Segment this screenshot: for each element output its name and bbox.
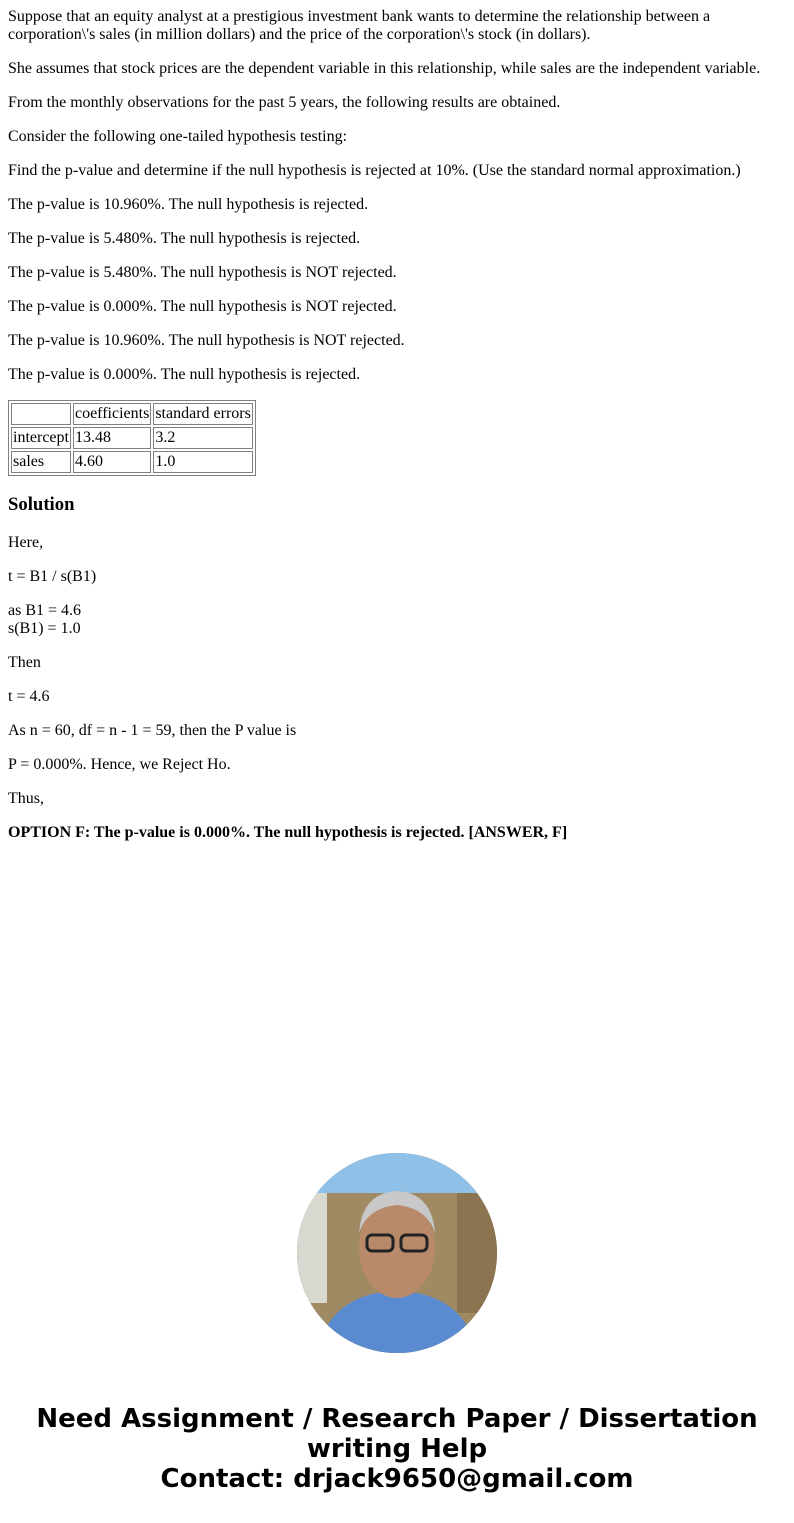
question-text: She assumes that stock prices are the dependent variable in this relationship, while sales are the independent variable. (8, 60, 761, 77)
solution-t-value: t = 4.6 (8, 688, 50, 705)
banner-line: Need Assignment / Research Paper / Dissertation writing Help (36, 1404, 758, 1464)
solution-df: As n = 60, df = n - 1 = 59, then the P value is (8, 722, 297, 739)
solution-given (8, 602, 786, 638)
table-cell: sales (11, 451, 71, 473)
option-e: The p-value is 10.960%. The null hypothesis is NOT rejected. (8, 332, 405, 349)
answer-text: OPTION F: The p-value is 0.000%. The null hypothesis is rejected. [ANSWER, F] (8, 824, 568, 841)
table-cell: intercept (11, 427, 71, 449)
given-b1: as B1 = 4.6 (8, 602, 82, 619)
question-text: Suppose that an equity analyst at a prestigious investment bank wants to determine the relationship between a corporation\'s sales (in million dollars) and the price of the corporation\'s stock (in dollars). (8, 8, 711, 43)
solution-text: Here, (8, 534, 44, 551)
option-c: The p-value is 5.480%. The null hypothesis is NOT rejected. (8, 264, 397, 281)
author-avatar (297, 1153, 497, 1353)
option-a: The p-value is 10.960%. The null hypothesis is rejected. (8, 196, 369, 213)
option-d: The p-value is 0.000%. The null hypothesis is NOT rejected. (8, 298, 397, 315)
solution-heading: Solution (8, 494, 75, 515)
solution-text: Thus, (8, 790, 44, 807)
option-b: The p-value is 5.480%. The null hypothesis is rejected. (8, 230, 361, 247)
question-text: Consider the following one-tailed hypothesis testing: (8, 128, 348, 145)
contact-email: Contact: drjack9650@gmail.com (160, 1464, 634, 1494)
given-sb1: s(B1) = 1.0 (8, 620, 81, 637)
table-header: coefficients (73, 403, 151, 425)
table-row (11, 451, 253, 473)
table-header: standard errors (153, 403, 253, 425)
table-cell: 13.48 (73, 427, 151, 449)
table-cell: 3.2 (153, 427, 253, 449)
regression-table (8, 400, 256, 476)
solution-p-value: P = 0.000%. Hence, we Reject Ho. (8, 756, 231, 773)
question-text: Find the p-value and determine if the null hypothesis is rejected at 10%. (Use the standard normal approximation.) (8, 162, 741, 179)
table-cell: 4.60 (73, 451, 151, 473)
solution-text: Then (8, 654, 41, 671)
table-header-row (11, 403, 253, 425)
solution-formula: t = B1 / s(B1) (8, 568, 97, 585)
table-header (11, 403, 71, 425)
person-photo-icon (297, 1153, 497, 1353)
table-row (11, 427, 253, 449)
table-cell: 1.0 (153, 451, 253, 473)
option-f: The p-value is 0.000%. The null hypothesis is rejected. (8, 366, 361, 383)
solution-answer (8, 824, 786, 842)
contact-banner (0, 1404, 794, 1494)
question-text: From the monthly observations for the past 5 years, the following results are obtained. (8, 94, 561, 111)
